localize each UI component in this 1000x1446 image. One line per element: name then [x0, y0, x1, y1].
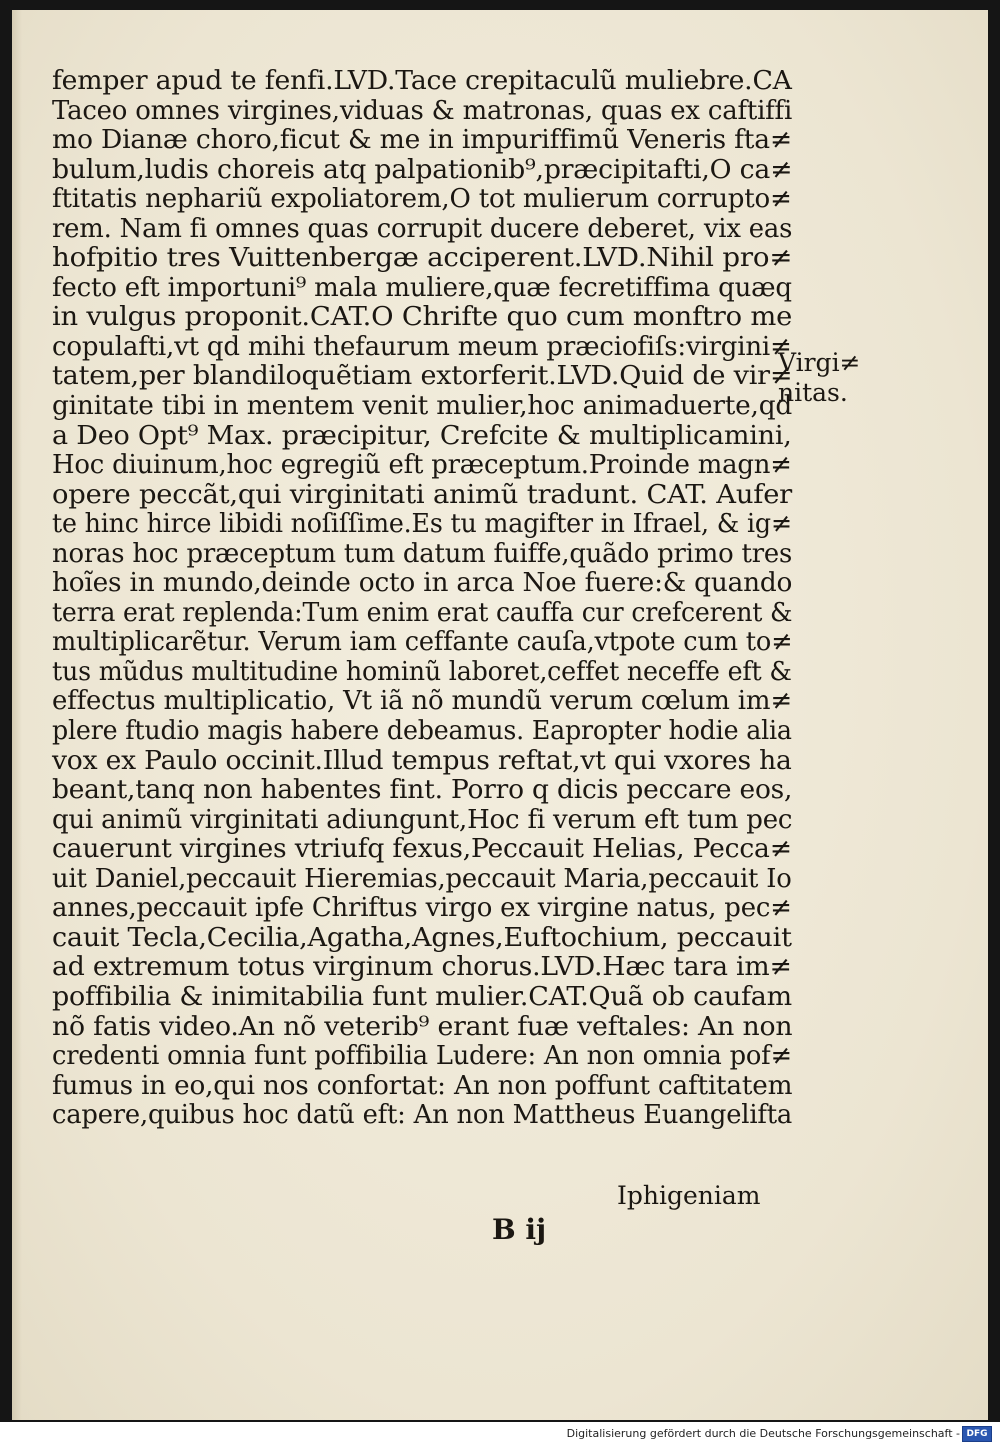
text-line: fecto eft importuni⁹ mala muliere,quæ fecretiffima quæq — [52, 271, 792, 303]
text-line: rem. Nam fi omnes quas corrupit ducere deberet, vix eas — [52, 212, 793, 244]
marginal-note — [778, 348, 861, 408]
text-line: fumus in eo,qui nos confortat: An non poffunt caftitatem — [52, 1069, 793, 1101]
text-line: vox ex Paulo occinit.Illud tempus reftat,vt qui vxores ha — [52, 744, 792, 776]
text-line: copulafti,vt qd mihi thefaurum meum præciofiſs:virgini≠ — [52, 330, 792, 362]
page-gutter-shadow — [12, 10, 22, 1420]
text-line: terra erat replenda:Tum enim erat cauffa cur crefcerent & — [52, 596, 793, 628]
text-line: bulum,ludis choreis atq palpationib⁹,præcipitafti,O ca≠ — [52, 153, 793, 185]
text-line: plere ftudio magis habere debeamus. Eapropter hodie alia — [52, 715, 792, 747]
text-line: nõ fatis video.An nõ veterib⁹ erant fuæ veftales: An non — [52, 1010, 793, 1042]
text-line: ftitatis nephariũ expoliatorem,O tot mulierum corrupto≠ — [52, 183, 792, 215]
text-line: hoĩes in mundo,deinde octo in arca Noe fuere:& quando — [52, 567, 793, 599]
main-text-block — [52, 66, 792, 1130]
signature-mark: B ij — [492, 1213, 547, 1246]
text-line: qui animũ virginitati adiungunt,Hoc fi verum eft tum pec — [52, 803, 793, 835]
catchword: Iphigeniam — [617, 1181, 761, 1210]
text-line: a Deo Opt⁹ Max. præcipitur, Crefcite & multiplicamini, — [52, 419, 792, 451]
marginal-note-line: Virgi≠ — [778, 348, 861, 377]
funding-credit: Digitalisierung gefördert durch die Deutsche Forschungsgemeinschaft - — [566, 1427, 960, 1440]
text-line: capere,quibus hoc datũ eft: An non Mattheus Euangelifta — [52, 1099, 793, 1131]
text-line: te hinc hirce libidi noſiſſime.Es tu magifter in Ifrael, & ig≠ — [52, 508, 792, 540]
text-line: ginitate tibi in mentem venit mulier,hoc animaduerte,qd — [52, 390, 793, 422]
text-line: ad extremum totus virginum chorus.LVD.Hæc tara im≠ — [52, 951, 792, 983]
text-line: tatem,per blandiloquẽtiam extorferit.LVD.Quid de vir≠ — [52, 360, 793, 392]
text-line: credenti omnia funt poffibilia Ludere: An non omnia pof≠ — [52, 1040, 792, 1072]
text-line: poffibilia & inimitabilia funt mulier.CAT.Quã ob caufam — [52, 980, 792, 1012]
text-line: beant,tanq non habentes fint. Porro q dicis peccare eos, — [52, 774, 793, 806]
text-line: multiplicarẽtur. Verum iam ceffante cauſa,vtpote cum to≠ — [52, 626, 793, 658]
text-line: mo Dianæ choro,ficut & me in impuriffimũ Veneris fta≠ — [52, 124, 792, 156]
text-line: noras hoc præceptum tum datum fuiffe,quãdo primo tres — [52, 537, 793, 569]
text-line: annes,peccauit ipfe Chriftus virgo ex virgine natus, pec≠ — [52, 892, 792, 924]
text-line: opere peccãt,qui virginitati animũ tradunt. CAT. Aufer — [52, 478, 793, 510]
text-line: hofpitio tres Vuittenbergæ acciperent.LVD.Nihil pro≠ — [52, 242, 793, 274]
text-line: Hoc diuinum,hoc egregiũ eft præceptum.Proinde magn≠ — [52, 449, 792, 481]
text-line: uit Daniel,peccauit Hieremias,peccauit Maria,peccauit Io — [52, 862, 792, 894]
text-line: tus mũdus multitudine hominũ laboret,ceffet neceffe eft & — [52, 655, 792, 687]
text-line: Taceo omnes virgines,viduas & matronas, quas ex caftiffi — [52, 94, 793, 126]
footer-bar — [0, 1422, 1000, 1446]
text-line: effectus multiplicatio, Vt iã nõ mundũ verum cœlum im≠ — [52, 685, 792, 717]
text-line: femper apud te fenfi.LVD.Tace crepitaculũ muliebre.CA — [52, 65, 792, 96]
dfg-logo: DFG — [962, 1426, 992, 1442]
text-line: in vulgus proponit.CAT.O Chrifte quo cum monftro me — [52, 301, 793, 333]
text-line: cauit Tecla,Cecilia,Agatha,Agnes,Euftochium, peccauit — [52, 921, 792, 953]
marginal-note-line: nitas. — [778, 378, 848, 407]
text-line: cauerunt virgines vtriufq fexus,Peccauit Helias, Pecca≠ — [52, 833, 792, 865]
